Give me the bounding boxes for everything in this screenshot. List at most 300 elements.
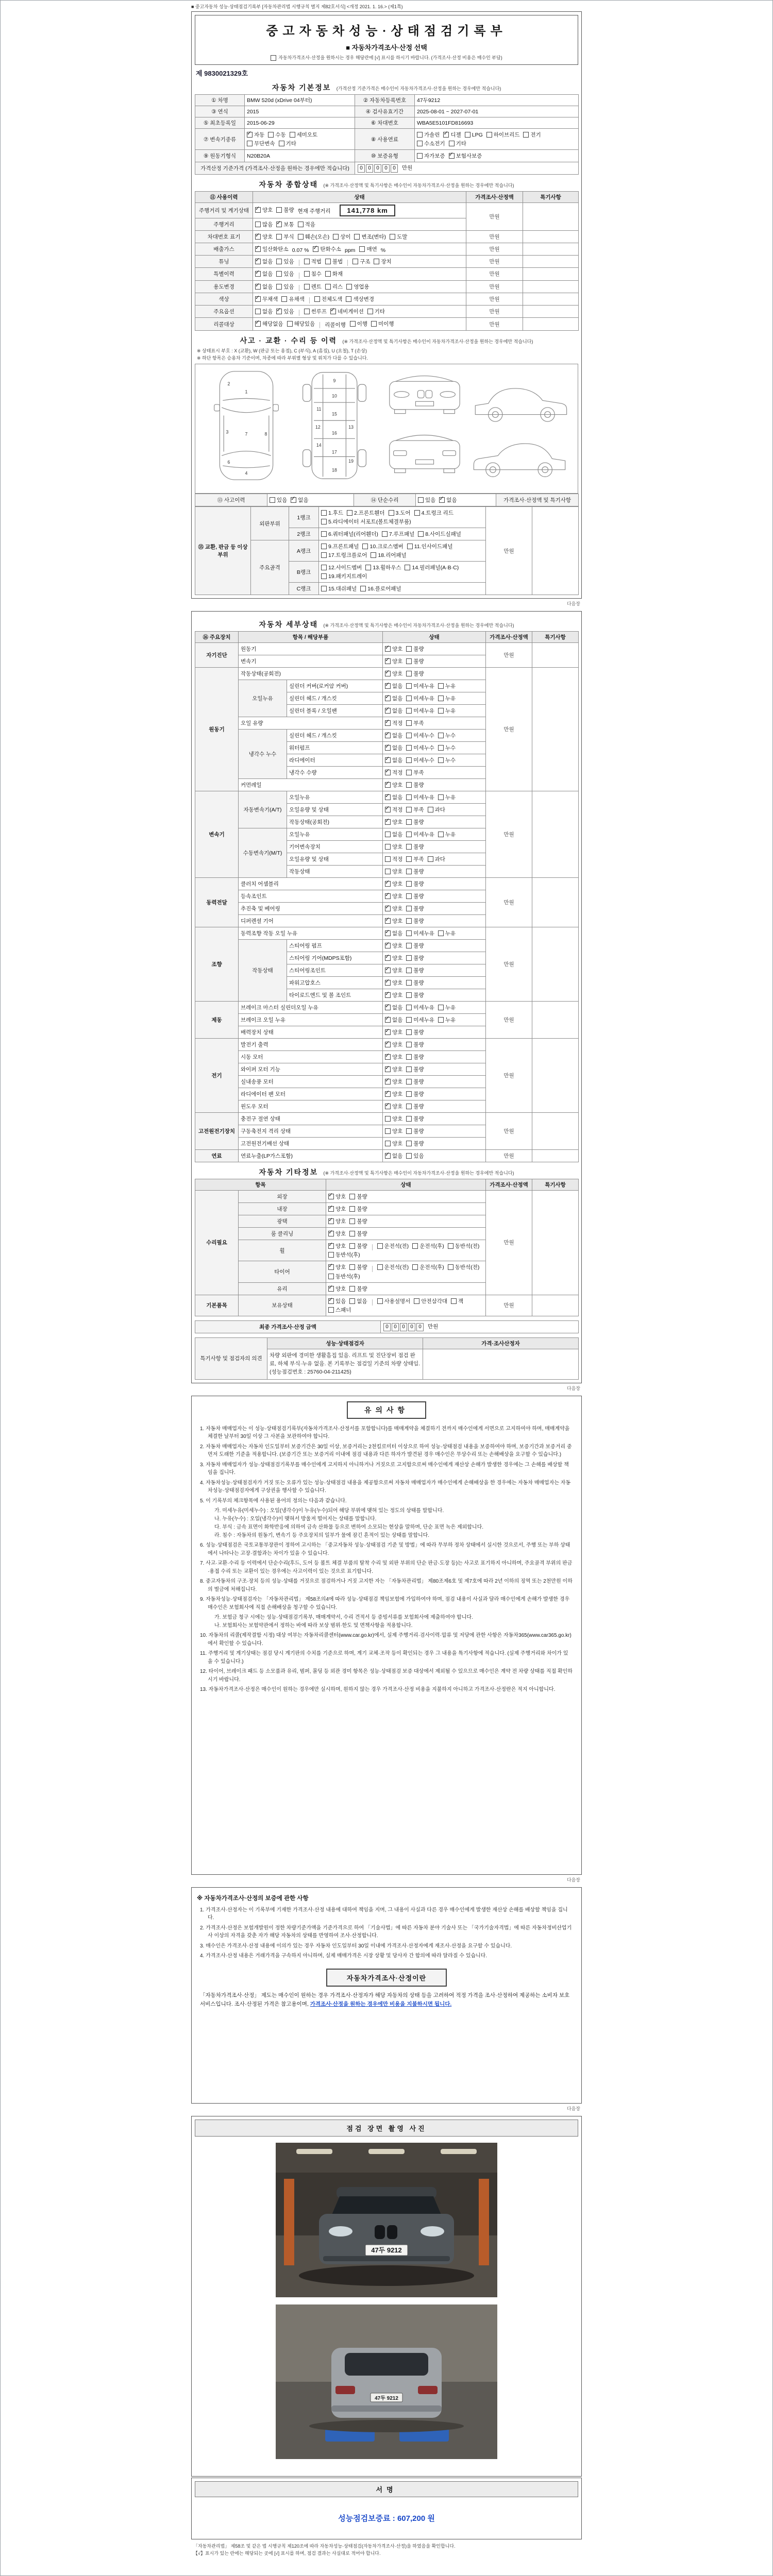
checkbox-icon — [414, 510, 420, 516]
col-device: ⑯ 주요장치 — [195, 632, 239, 643]
checkbox-checked-icon — [385, 683, 391, 689]
panel-rank-label: B랭크 — [289, 562, 319, 583]
checkbox-label: 누수 — [445, 733, 456, 739]
checkbox-icon — [390, 234, 395, 240]
checkbox-icon — [406, 1104, 412, 1109]
checkbox-icon — [486, 132, 492, 138]
checkbox-option — [385, 929, 402, 937]
base-price-value — [355, 162, 579, 175]
checkbox-icon — [268, 132, 274, 138]
checkbox-label: 디젤 — [450, 132, 461, 139]
device-item-label: 윈도우 모터 — [239, 1100, 383, 1113]
checkbox-checked-icon — [385, 1005, 391, 1010]
note-cell — [532, 791, 579, 878]
checkbox-option — [406, 905, 424, 912]
checkbox-option — [304, 308, 327, 315]
checkbox-label: 없음 — [392, 794, 403, 801]
state-options — [383, 828, 486, 841]
checkbox-icon — [304, 309, 310, 314]
checkbox-option — [406, 781, 424, 789]
checkbox-icon — [321, 531, 327, 537]
notes-body — [195, 1425, 578, 1694]
note-cell — [532, 1295, 579, 1316]
checkbox-option — [406, 1152, 424, 1160]
state-options — [383, 915, 486, 927]
device-item-label: 충전구 절연 상태 — [239, 1113, 383, 1125]
checkbox-icon — [406, 1079, 412, 1084]
checkbox-option — [276, 206, 294, 214]
device-item-label: 작동상태(공회전) — [239, 668, 383, 680]
checkbox-option — [385, 1004, 402, 1011]
checkbox-checked-icon — [385, 671, 391, 676]
price-digit: 0 — [383, 1323, 391, 1331]
checkbox-label: 불량 — [413, 782, 424, 789]
checkbox-label: 전체도색 — [321, 296, 343, 302]
pricing-definition-title: 자동차가격조사·산정이란 — [326, 1969, 447, 1987]
checkbox-icon — [371, 552, 376, 558]
divider — [309, 297, 310, 303]
misc-header — [195, 1167, 578, 1177]
checkbox-option — [270, 496, 287, 504]
device-item-label: 실내송풍 모터 — [239, 1076, 383, 1088]
first-reg-value: 2015-06-29 — [245, 117, 355, 129]
price-cell: 만원 — [486, 1295, 532, 1316]
panel-damage-table — [195, 506, 579, 595]
state-options — [383, 1150, 486, 1162]
device-row — [195, 878, 579, 890]
checkbox-option — [371, 320, 394, 328]
checkbox-option — [406, 942, 424, 950]
pricing-guarantee-item: 2. 가격조사·산정은 보험개발원이 정한 차량기준가액을 기준가격으로 하여 「기술사법」에 따른 자동차 분야 기술사 또는 「국가기술자격법」에 따른 자동차정비산업기사 이상의 자격을 갖춘 자가 해당 자동차의 상태를 반영하여 조사·산정합니다. — [200, 1925, 572, 1939]
history-item-label: 용도변경 — [195, 280, 253, 293]
device-group-label: 동력전달 — [195, 878, 239, 927]
state-options — [383, 977, 486, 989]
checkbox-option — [385, 645, 402, 653]
panel-item-options — [319, 540, 486, 562]
state-options — [383, 692, 486, 705]
checkbox-label: 미세누유 — [413, 1017, 434, 1024]
checkbox-checked-icon — [328, 1194, 334, 1199]
checkbox-checked-icon — [385, 968, 391, 973]
checkbox-label: 양호 — [335, 1218, 346, 1225]
checkbox-checked-icon — [328, 1206, 334, 1212]
device-sub-label: 자동변속기(A/T) — [239, 791, 287, 828]
checkbox-icon — [407, 544, 413, 549]
misc-item-label: 광택 — [239, 1215, 326, 1228]
misc-item-label: 휠 — [239, 1240, 326, 1261]
detail-title: 자동차 세부상태 — [259, 620, 318, 629]
device-sub-label: 냉각수 누수 — [239, 730, 287, 779]
summary-row — [195, 268, 579, 280]
fuel-label: ⑧ 사용연료 — [355, 129, 415, 150]
inspector-opinion: 차량 외판에 경미한 생활흠집 있음. 리프트 및 진단장비 점검 완료, 하체 부식·누유 없음. 본 기록부는 점검일 기준의 차량 상태임. (성능점검번호 : 25760-04-211425) — [267, 1349, 423, 1379]
checkbox-option — [328, 1217, 346, 1225]
checkbox-label: 부족 — [413, 856, 424, 863]
transmission-label: ⑦ 변속기종류 — [195, 129, 245, 150]
current-mileage-value: 141,778 km — [340, 205, 395, 216]
checkbox-label: 불량 — [413, 1141, 424, 1147]
checkbox-option — [385, 1016, 402, 1024]
misc-title: 자동차 기타정보 — [259, 1168, 318, 1177]
checkbox-label: 없음 — [298, 497, 309, 504]
checkbox-option — [385, 1065, 402, 1073]
checkbox-option — [349, 1217, 367, 1225]
checkbox-option — [418, 530, 461, 538]
checkbox-label: 가솔린 — [424, 132, 440, 139]
checkbox-label: 11.인사이드패널 — [414, 544, 453, 550]
checkbox-option — [268, 131, 285, 139]
checkbox-option — [290, 131, 318, 139]
checkbox-option — [255, 283, 273, 291]
checkbox-label: 잭 — [458, 1298, 464, 1304]
device-item-label: 워터펌프 — [287, 742, 383, 754]
price-digit: 0 — [416, 1323, 424, 1331]
note-cell — [523, 231, 579, 243]
price-digit: 0 — [391, 164, 398, 173]
checkbox-label: 양호 — [392, 992, 403, 999]
checkbox-label: 없음 — [357, 1298, 367, 1304]
summary-table — [195, 191, 579, 331]
panel-rank-label: C랭크 — [289, 583, 319, 595]
checkbox-option — [321, 530, 378, 538]
price-digit: 0 — [366, 164, 373, 173]
checkbox-label: 있음 — [283, 283, 294, 290]
checkbox-option — [349, 1285, 367, 1293]
checkbox-checked-icon — [276, 309, 282, 314]
checkbox-label: 상이 — [340, 234, 351, 241]
frame-number: 13 — [348, 425, 354, 430]
checkbox-icon — [321, 552, 327, 558]
checkbox-option — [385, 1127, 402, 1135]
checkbox-option — [486, 131, 520, 139]
col-state: 상태 — [383, 632, 486, 643]
checkbox-label: 불량 — [413, 968, 424, 974]
final-price-digits — [383, 1324, 424, 1330]
state-options — [253, 280, 466, 293]
note-cell — [523, 318, 579, 331]
note-cell — [523, 268, 579, 280]
device-item-label: 라디에이터 팬 모터 — [239, 1088, 383, 1100]
checkbox-icon — [385, 1141, 391, 1146]
license-plate-text: 47두 9212 — [371, 2246, 402, 2254]
checkbox-checked-icon — [385, 1066, 391, 1072]
checkbox-option — [350, 320, 367, 328]
checkbox-option — [438, 831, 456, 838]
checkbox-label: 기타 — [456, 141, 466, 147]
note-cell — [532, 878, 579, 927]
frame-number: 14 — [316, 443, 322, 448]
detail-header — [195, 619, 578, 630]
checkbox-option — [346, 295, 374, 303]
checkbox-checked-icon — [255, 246, 261, 252]
checkbox-option — [406, 1028, 424, 1036]
accident-history-options — [267, 494, 354, 506]
state-options — [383, 841, 486, 853]
checkbox-icon — [362, 544, 368, 549]
checkbox-icon — [385, 856, 391, 862]
checkbox-option — [385, 818, 402, 826]
checkbox-label: 도말 — [397, 234, 408, 241]
checkbox-checked-icon — [443, 132, 449, 138]
state-options — [383, 1026, 486, 1039]
section-photos — [191, 2116, 582, 2477]
checkbox-label: 미세누수 — [413, 745, 434, 752]
checkbox-icon — [406, 782, 412, 788]
final-price-label: 최종 가격조사·산정 금액 — [195, 1320, 381, 1333]
checkbox-option — [385, 670, 402, 677]
checkbox-option — [374, 258, 391, 265]
checkbox-option — [406, 831, 434, 838]
checkbox-checked-icon — [385, 1153, 391, 1159]
pricing-definition-highlight: 가격조사·산정을 원하는 경우에만 비용을 지불하시면 됩니다. — [310, 2001, 452, 2008]
checkbox-icon — [270, 497, 275, 503]
checkbox-label: 변조(변타) — [361, 234, 386, 241]
checkbox-icon — [451, 1298, 457, 1304]
checkbox-checked-icon — [385, 807, 391, 812]
checkbox-option — [406, 1090, 424, 1098]
checkbox-option — [406, 694, 434, 702]
state-options — [326, 1240, 486, 1261]
checkbox-label: 불량 — [413, 1128, 424, 1135]
state-options — [383, 1063, 486, 1076]
basic-info-subtitle: (가격산정 기준가격은 매수인이 자동차가격조사·산정을 원하는 경우에만 적습니다) — [336, 86, 501, 92]
basic-info-title: 자동차 기본정보 — [272, 83, 331, 92]
device-sub-label: 오일누유 — [239, 680, 287, 717]
checkbox-icon — [333, 234, 339, 240]
checkbox-icon — [406, 906, 412, 911]
price-digit: 0 — [392, 1323, 399, 1331]
checkbox-option — [349, 1297, 367, 1305]
checkbox-icon — [349, 1206, 355, 1212]
state-options — [253, 203, 466, 218]
checkbox-option — [406, 1103, 424, 1110]
summary-title: 자동차 종합상태 — [259, 180, 318, 189]
checkbox-label: 누유 — [445, 1005, 456, 1011]
checkbox-label: 2.프론트휀더 — [354, 510, 385, 517]
checkbox-option — [443, 131, 461, 139]
price-cell: 만원 — [486, 1002, 532, 1039]
state-options — [383, 1014, 486, 1026]
checkbox-label: 14.필러패널(A·B·C) — [412, 565, 459, 571]
state-options — [383, 655, 486, 668]
checkbox-option — [255, 320, 283, 328]
checkbox-option — [417, 131, 440, 139]
checkbox-label: 없음 — [262, 271, 273, 278]
checkbox-checked-icon — [449, 153, 455, 159]
checkbox-label: 누유 — [445, 832, 456, 838]
device-item-label: 오일 유량 — [239, 717, 383, 730]
checkbox-option — [362, 543, 403, 550]
checkbox-label: 사용설명서 — [384, 1298, 411, 1304]
checkbox-label: 없음 — [392, 1017, 403, 1024]
checkbox-checked-icon — [385, 1054, 391, 1060]
checkbox-option — [438, 707, 456, 715]
checkbox-label: 불량 — [413, 844, 424, 851]
checkbox-label: 있음 — [277, 497, 288, 504]
note-item: 12. 타이어, 브레이크 패드 등 소모품과 유리, 범퍼, 몰딩 등 외관 경미 항목은 성능·상태점검 보증 대상에서 제외될 수 있으므로 매수인은 계약 전 차량 상태를 직접 확인하시기 바랍니다. — [200, 1669, 573, 1683]
checkbox-label: 4.트렁크 리드 — [421, 510, 453, 517]
state-options — [253, 306, 466, 318]
checkbox-option — [406, 793, 434, 801]
checkbox-label: 네비게이션 — [338, 309, 364, 315]
checkbox-option — [367, 308, 385, 315]
checkbox-checked-icon — [255, 259, 261, 264]
checkbox-option — [438, 1004, 456, 1011]
checkbox-label: 9.프론트패널 — [328, 544, 359, 550]
note-cell — [523, 280, 579, 293]
device-item-label: 실린더 커버(로커암 커버) — [287, 680, 383, 692]
state-options — [383, 816, 486, 828]
checkbox-icon — [359, 246, 365, 252]
checkbox-label: 세미오토 — [296, 132, 318, 139]
car-side-views-diagram — [470, 367, 570, 484]
checkbox-label: 19.패키지트레이 — [328, 573, 367, 580]
checkbox-label: 미세누유 — [413, 832, 434, 838]
checkbox-checked-icon — [291, 497, 296, 503]
checkbox-option — [276, 221, 294, 228]
checkbox-option — [385, 880, 402, 888]
device-group-label: 수리필요 — [195, 1191, 239, 1295]
divider — [372, 1299, 373, 1306]
checkbox-label: 썬루프 — [311, 309, 327, 315]
note-cell — [523, 203, 579, 231]
checkbox-option — [377, 1297, 411, 1305]
checkbox-icon — [406, 1054, 412, 1060]
state-options — [383, 680, 486, 692]
checkbox-option — [438, 756, 456, 764]
device-item-label: 브레이크 마스터 실린더오일 누유 — [239, 1002, 383, 1014]
next-page-label: 다음장 — [566, 1877, 580, 1883]
table-row — [195, 1320, 579, 1333]
section-detail-misc — [191, 611, 582, 1383]
checkbox-option — [276, 283, 294, 291]
checkbox-option — [385, 657, 402, 665]
checkbox-label: 동반석(전) — [455, 1264, 480, 1271]
col-note: 특기사항 — [532, 632, 579, 643]
checkbox-option — [385, 942, 402, 950]
panel-part-label: 외판부위 — [251, 507, 289, 540]
final-price-unit: 만원 — [427, 1323, 439, 1330]
checkbox-option — [321, 551, 367, 559]
checkbox-label: 누유 — [445, 683, 456, 690]
checkbox-icon — [385, 844, 391, 850]
history-item-label: 특별이력 — [195, 268, 253, 280]
price-cell: 만원 — [486, 1191, 532, 1295]
checkbox-label: 구조 — [360, 259, 371, 265]
checkbox-label: 불량 — [413, 943, 424, 950]
checkbox-icon — [279, 141, 284, 146]
checkbox-option — [385, 831, 402, 838]
checkbox-label: 없음 — [446, 497, 457, 504]
checkbox-label: 기타 — [374, 309, 385, 315]
checkbox-label: 과다 — [434, 807, 445, 814]
checkbox-label: 불량 — [413, 1042, 424, 1048]
checkbox-icon — [438, 745, 444, 751]
note-cell — [523, 256, 579, 268]
checkbox-option — [385, 917, 402, 925]
state-options — [383, 903, 486, 915]
checkbox-label: 부족 — [413, 807, 424, 814]
checkbox-label: 불량 — [357, 1285, 367, 1292]
misc-item-label: 타이어 — [239, 1261, 326, 1282]
checkbox-option — [385, 954, 402, 962]
checkbox-option — [385, 769, 402, 776]
checkbox-icon — [321, 565, 327, 570]
checkbox-option — [385, 1078, 402, 1086]
checkbox-icon — [352, 259, 358, 264]
checkbox-option — [385, 967, 402, 974]
checkbox-label: 불량 — [413, 1054, 424, 1061]
checkbox-icon — [406, 1128, 412, 1134]
checkbox-checked-icon — [328, 1286, 334, 1292]
checkbox-option — [448, 1242, 480, 1250]
checkbox-icon — [347, 510, 352, 516]
checkbox-option — [385, 1090, 402, 1098]
checkbox-label: 양호 — [392, 844, 403, 851]
checkbox-label: 미세누유 — [413, 1005, 434, 1011]
checkbox-option — [417, 140, 445, 147]
checkbox-option — [352, 258, 370, 265]
panel-number: 4 — [245, 470, 248, 476]
checkbox-label: 불량 — [413, 893, 424, 900]
device-item-label: 스티어링조인트 — [287, 964, 383, 977]
checkbox-icon — [448, 1243, 453, 1249]
checkbox-icon — [389, 510, 394, 516]
price-cell: 만원 — [486, 927, 532, 1002]
checkbox-label: 장치 — [381, 259, 392, 265]
checkbox-label: 수동 — [275, 132, 286, 139]
checkbox-icon — [377, 1298, 383, 1304]
checkbox-label: 적법 — [311, 259, 322, 265]
checkbox-icon — [377, 1243, 383, 1249]
checkbox-checked-icon — [385, 1042, 391, 1047]
panel-number: 2 — [227, 381, 230, 387]
checkbox-label: 침수 — [311, 271, 322, 278]
price-note-header: 가격조사·산정액 및 특기사항 — [496, 494, 579, 506]
checkbox-icon — [328, 1274, 334, 1279]
checkbox-option — [349, 1230, 367, 1238]
table-row — [195, 95, 579, 106]
state-options — [253, 243, 466, 256]
checkbox-label: 양호 — [392, 1116, 403, 1123]
price-cell: 만원 — [466, 293, 523, 305]
checkbox-option — [281, 295, 304, 303]
checkbox-option — [385, 979, 402, 987]
checkbox-icon — [406, 980, 412, 986]
checkbox-option — [406, 744, 434, 752]
checkbox-label: 많음 — [262, 222, 273, 228]
checkbox-icon — [406, 832, 412, 837]
checkbox-label: 불량 — [357, 1243, 367, 1250]
checkbox-option — [304, 270, 322, 278]
checkbox-icon — [385, 869, 391, 874]
checkbox-option — [321, 572, 367, 580]
checkbox-icon — [349, 1194, 355, 1199]
checkbox-icon — [406, 992, 412, 998]
checkbox-checked-icon — [328, 1243, 334, 1249]
checkbox-label: 자동 — [254, 132, 265, 139]
checkbox-option — [325, 283, 343, 291]
state-options — [253, 256, 466, 268]
checkbox-option — [385, 1115, 402, 1123]
checkbox-option — [314, 295, 343, 303]
checkbox-icon — [418, 497, 424, 503]
frame-number: 17 — [332, 449, 338, 455]
checkbox-label: 양호 — [335, 1231, 346, 1238]
checkbox-option — [438, 1016, 456, 1024]
checkbox-option — [390, 233, 407, 241]
device-row — [195, 1039, 579, 1051]
